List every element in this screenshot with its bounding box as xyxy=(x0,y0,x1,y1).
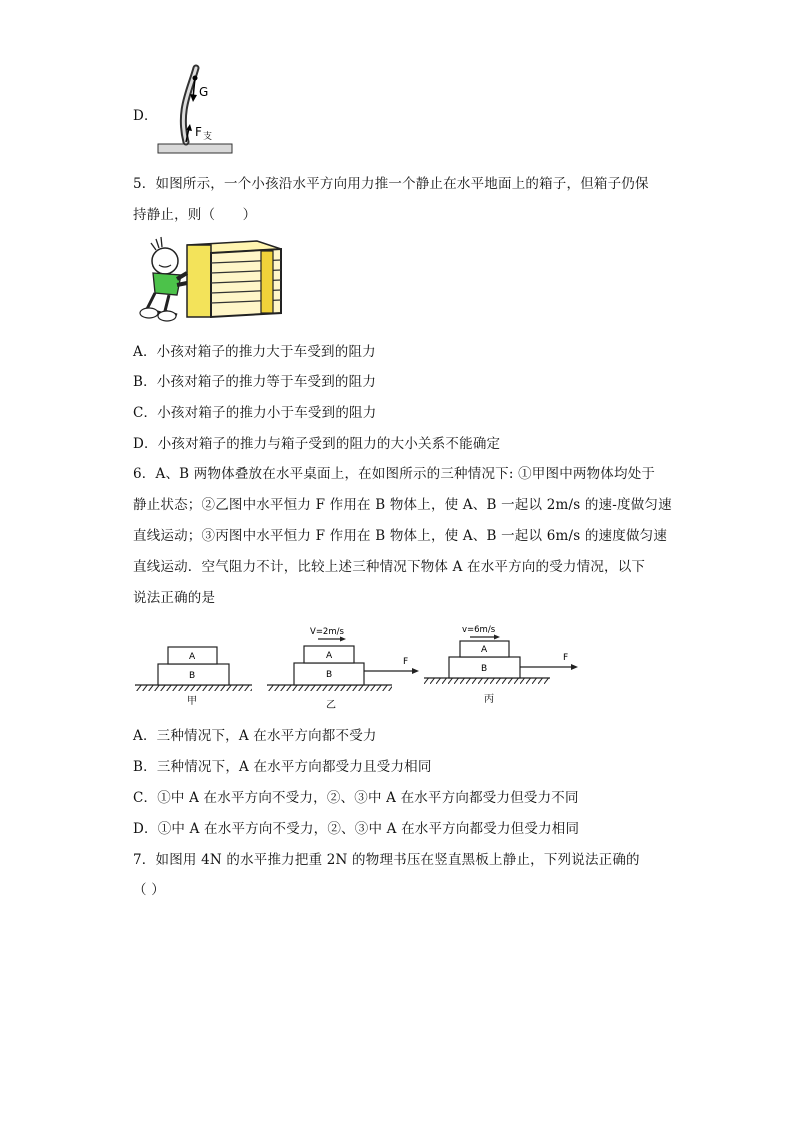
fig-yi xyxy=(267,627,419,710)
yi-force-label: F xyxy=(403,657,409,667)
q6-option-b: B．三种情况下，A 在水平方向都受力且受力相同 xyxy=(133,759,432,775)
q5-stem-line-2: 持静止，则（ ） xyxy=(133,207,257,223)
jia-label-a: A xyxy=(189,652,196,662)
bing-velocity-label: v=6m/s xyxy=(462,625,496,635)
bing-label-a: A xyxy=(481,645,488,655)
yi-velocity-label: V=2m/s xyxy=(310,627,344,637)
ground-plate xyxy=(158,144,232,153)
label-g: G xyxy=(199,85,209,99)
q5-option-a: A．小孩对箱子的推力大于车受到的阻力 xyxy=(133,344,376,360)
q6-three-blocks-figure xyxy=(130,620,600,710)
q6-stem-line-5: 说法正确的是 xyxy=(133,590,216,606)
q6-option-c: C．①中 A 在水平方向不受力，②、③中 A 在水平方向都受力但受力不同 xyxy=(133,790,579,806)
fig-bing xyxy=(424,625,578,705)
jia-caption: 甲 xyxy=(187,696,197,707)
yi-label-b: B xyxy=(326,670,333,680)
q6-option-d: D．①中 A 在水平方向不受力，②、③中 A 在水平方向都受力但受力相同 xyxy=(133,821,580,837)
q6-option-a: A．三种情况下，A 在水平方向都不受力 xyxy=(133,728,377,744)
q5-stem-line-1: 5．如图所示，一个小孩沿水平方向用力推一个静止在水平地面上的箱子，但箱子仍保 xyxy=(133,176,649,192)
q7-stem-line-2: （ ） xyxy=(133,882,165,898)
yi-caption: 乙 xyxy=(326,700,336,710)
fig-jia xyxy=(135,647,252,707)
q7-stem-line-1: 7．如图用 4N 的水平推力把重 2N 的物理书压在竖直黑板上静止，下列说法正确的 xyxy=(133,852,640,868)
q6-stem-line-4: 直线运动．空气阻力不计，比较上述三种情况下物体 A 在水平方向的受力情况，以下 xyxy=(133,559,646,575)
bing-label-b: B xyxy=(481,664,488,674)
q5-child-pushing-box-illustration xyxy=(135,235,295,323)
q6-stem-line-3: 直线运动；③丙图中水平恒力 F 作用在 B 物体上，使 A、B 一起以 6m/s 的速度做匀速 xyxy=(133,528,668,544)
q6-stem-line-2: 静止状态；②乙图中水平恒力 F 作用在 B 物体上，使 A、B 一起以 2m/s 的速-度做匀速 xyxy=(133,497,672,513)
q5-option-b: B．小孩对箱子的推力等于车受到的阻力 xyxy=(133,374,377,390)
jia-label-b: B xyxy=(189,671,196,681)
label-f: F xyxy=(195,125,202,139)
q5-option-d: D．小孩对箱子的推力与箱子受到的阻力的大小关系不能确定 xyxy=(133,436,501,452)
bing-force-label: F xyxy=(563,653,569,663)
q6-stem-line-1: 6．A、B 两物体叠放在水平桌面上，在如图所示的三种情况下: ①甲图中两物体均处于 xyxy=(133,466,656,482)
label-f-sub: 支 xyxy=(203,132,213,142)
yi-label-a: A xyxy=(326,651,333,661)
q4-option-d-label: D． xyxy=(133,108,158,124)
q5-option-c: C．小孩对箱子的推力小于车受到的阻力 xyxy=(133,405,377,421)
bing-caption: 丙 xyxy=(484,694,494,705)
q4-option-d-figure xyxy=(150,60,240,158)
